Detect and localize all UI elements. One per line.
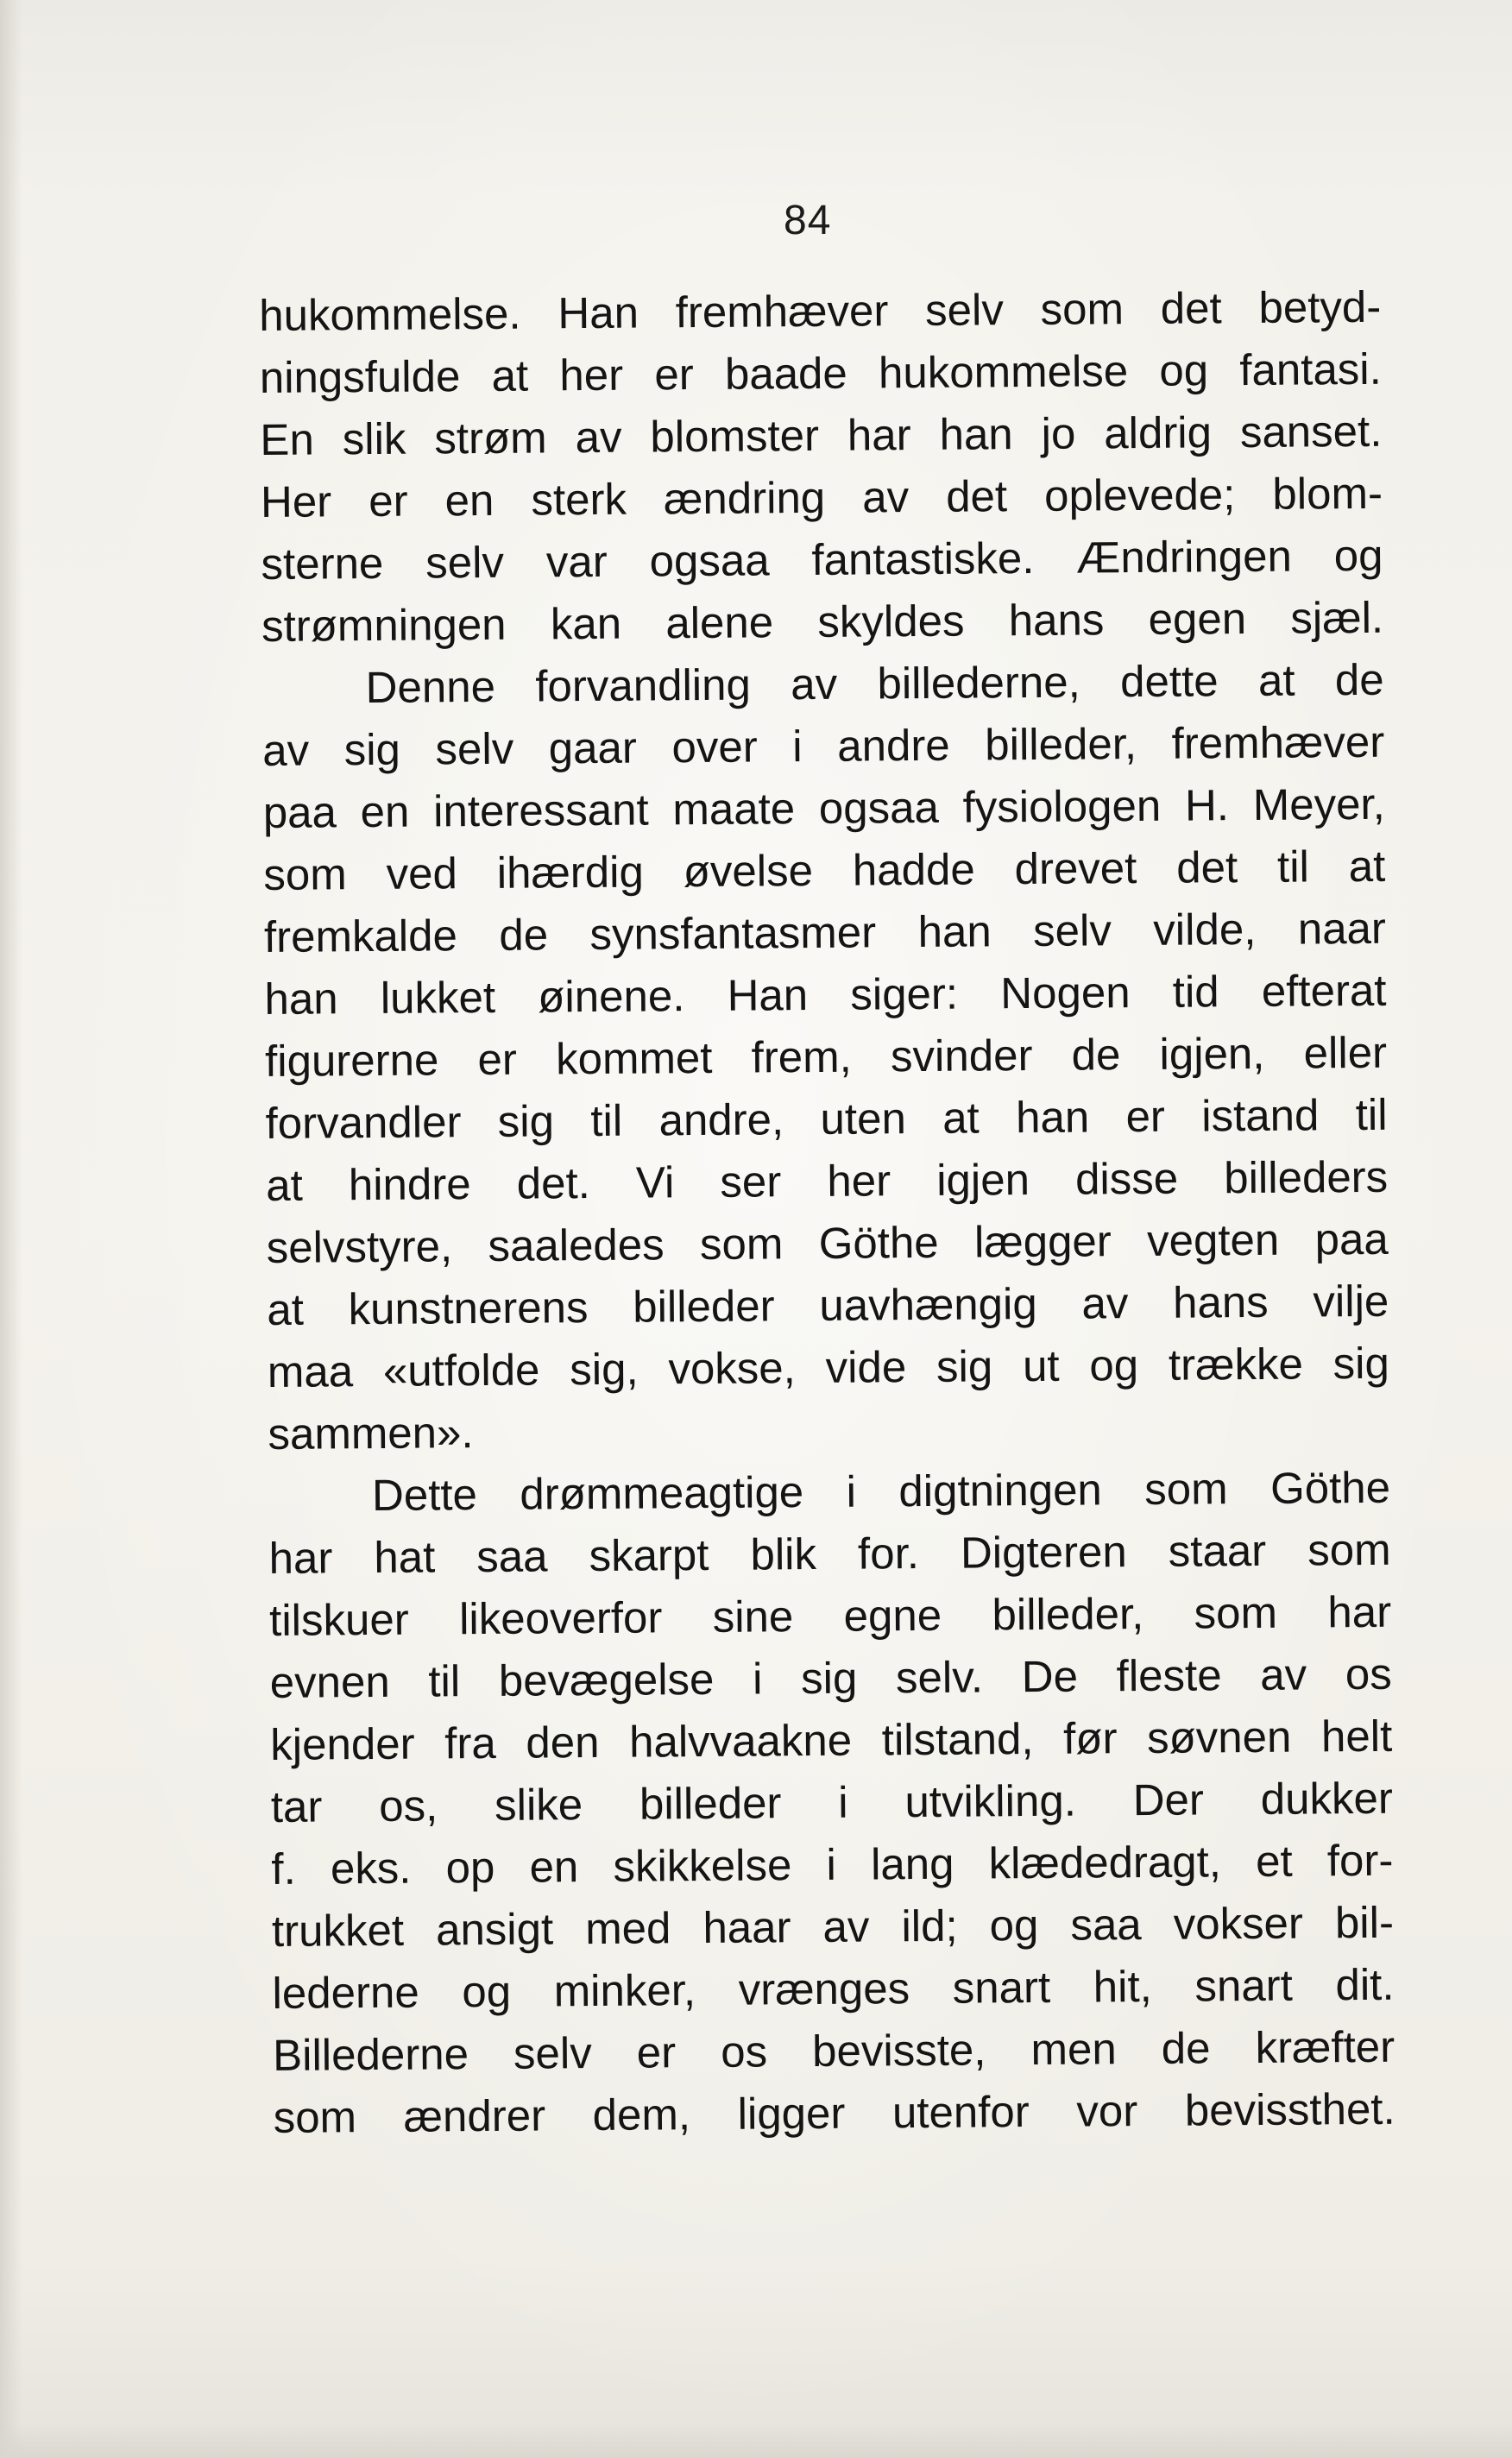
text-line: lederne og minker, vrænges snart hit, snart dit.	[272, 1959, 1395, 2018]
page-number: 84	[784, 198, 832, 243]
text-line: kjender fra den halvvaakne tilstand, før søvnen helt	[270, 1711, 1393, 1769]
text-line: Billederne selv er os bevisste, men de kræfter	[272, 2021, 1395, 2080]
text-line: som ændrer dem, ligger utenfor vor bevissthet.	[273, 2083, 1395, 2142]
text-line: selvstyre, saaledes som Göthe lægger vegten paa	[266, 1213, 1389, 1272]
text-line: hukommelse. Han fremhæver selv som det betyd-	[259, 281, 1382, 340]
text-line: at hindre det. Vi ser her igjen disse billeders	[265, 1151, 1389, 1210]
page-edge-shadow-bottom	[0, 2423, 1512, 2458]
page-edge-shadow-left	[0, 0, 22, 2458]
text-line: En slik strøm av blomster har han jo aldrig sanset.	[260, 406, 1383, 464]
text-line: tar os, slike billeder i utvikling. Der dukker	[270, 1773, 1394, 1831]
text-line: av sig selv gaar over i andre billeder, fremhæver	[262, 716, 1385, 775]
text-line: evnen til bevægelse i sig selv. De fleste av os	[269, 1648, 1392, 1707]
text-line: fremkalde de synsfantasmer han selv vilde, naar	[263, 903, 1387, 961]
text-line: sammen».	[268, 1408, 474, 1459]
text-line: han lukket øinene. Han siger: Nogen tid efterat	[264, 965, 1387, 1024]
text-line: strømningen kan alene skyldes hans egen sjæl.	[261, 592, 1384, 651]
text-line: som ved ihærdig øvelse hadde drevet det til at	[263, 841, 1386, 899]
text-line: maa «utfolde sig, vokse, vide sig ut og trække sig	[267, 1338, 1390, 1396]
text-line: f. eks. op en skikkelse i lang klædedragt, et for-	[271, 1835, 1394, 1894]
text-line: Her er en sterk ændring av det oplevede; blom-	[260, 468, 1383, 526]
text-line: sterne selv var ogsaa fantastiske. Ændringen og	[261, 530, 1383, 589]
text-line: har hat saa skarpt blik for. Digteren staar som	[268, 1524, 1391, 1583]
text-line: ningsfulde at her er baade hukommelse og fantasi.	[259, 343, 1383, 402]
text-line: Dette drømmeagtige i digtningen som Göthe	[371, 1462, 1391, 1521]
body-text	[259, 276, 1395, 2149]
text-line: at kunstnerens billeder uavhængig av hans vilje	[267, 1276, 1389, 1334]
text-line: forvandler sig til andre, uten at han er istand til	[265, 1089, 1388, 1148]
text-line: Denne forvandling av billederne, dette at de	[365, 654, 1384, 713]
text-line: tilskuer likeoverfor sine egne billeder, som har	[268, 1586, 1392, 1645]
text-line: paa en interessant maate ogsaa fysiologen H. Meyer,	[262, 778, 1385, 837]
text-line: trukket ansigt med haar av ild; og saa vokser bil-	[271, 1897, 1395, 1956]
text-line: figurerne er kommet frem, svinder de igjen, eller	[264, 1027, 1388, 1086]
